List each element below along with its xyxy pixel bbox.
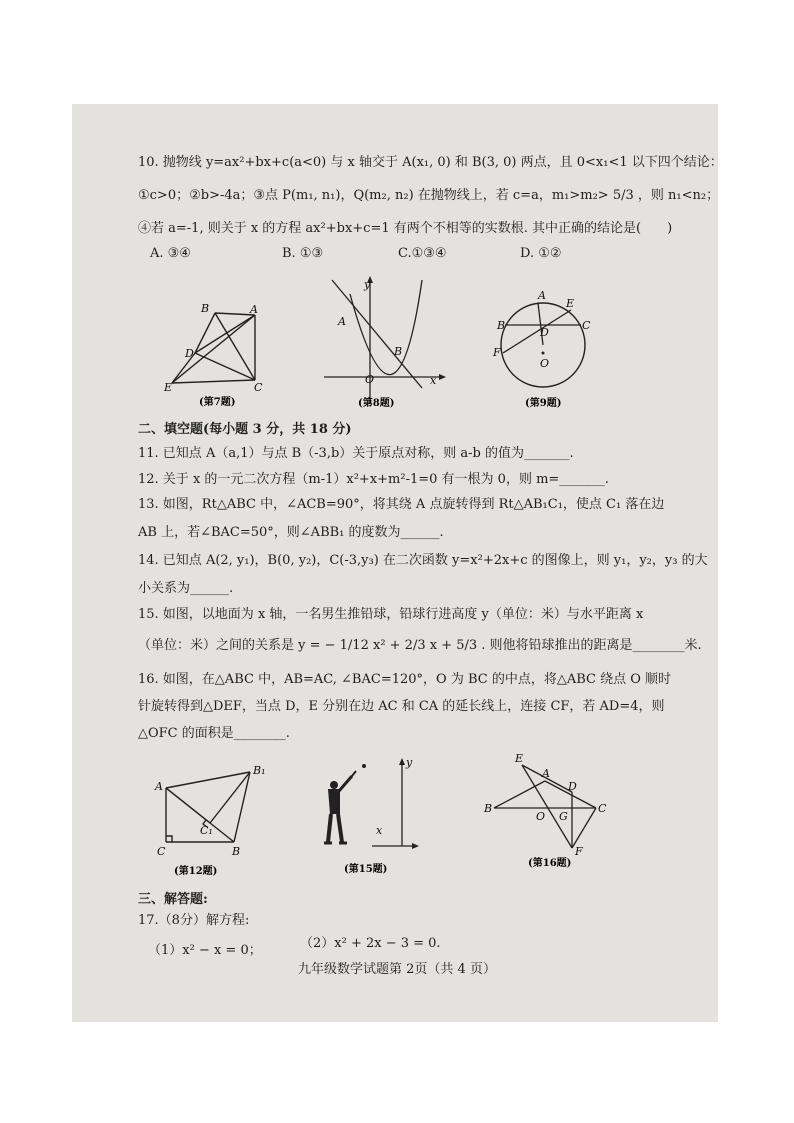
fig16-label: F bbox=[575, 845, 583, 858]
q12-text: 12. 关于 x 的一元二次方程（m-1）x²+x+m²-1=0 有一根为 0，则 m=_______. bbox=[138, 472, 609, 487]
section-2-heading: 二、填空题(每小题 3 分，共 18 分) bbox=[138, 422, 352, 437]
figure-12 bbox=[150, 760, 275, 880]
figure-16 bbox=[478, 748, 613, 873]
fig7-label: D bbox=[185, 347, 194, 360]
fig7-label: A bbox=[250, 303, 258, 316]
figure-9 bbox=[490, 285, 605, 410]
fig15-label: x bbox=[376, 824, 383, 837]
figure-8 bbox=[318, 272, 448, 412]
fig16-label: D bbox=[568, 780, 577, 793]
q16-line1: 16. 如图，在△ABC 中，AB=AC, ∠BAC=120°，O 为 BC 的中点，将△ABC 绕点 O 顺时 bbox=[138, 672, 672, 687]
q10-option-c: C.①③④ bbox=[398, 246, 447, 261]
q13-line1: 13. 如图，Rt△ABC 中，∠ACB=90°，将其绕 A 点旋转得到 Rt△AB₁C₁，使点 C₁ 落在边 bbox=[138, 497, 665, 512]
fig9-label: C bbox=[582, 319, 591, 332]
q14-line2: 小关系为______. bbox=[138, 581, 234, 596]
fig8-label: x bbox=[430, 374, 437, 387]
fig7-label: E bbox=[164, 381, 173, 394]
fig16-label: G bbox=[559, 810, 568, 823]
fig7-label: C bbox=[254, 381, 263, 394]
fig15-caption: (第15题) bbox=[344, 864, 388, 875]
fig12-label: A bbox=[155, 780, 163, 793]
fig9-label: D bbox=[540, 326, 549, 339]
fig12-label: C bbox=[157, 845, 166, 858]
fig7-label: B bbox=[201, 302, 210, 315]
q14-line1: 14. 已知点 A(2, y₁)，B(0, y₂)，C(-3,y₃) 在二次函数 y=x²+2x+c 的图像上，则 y₁，y₂，y₃ 的大 bbox=[138, 553, 708, 568]
fig8-label: O bbox=[365, 373, 375, 386]
fig12-caption: (第12题) bbox=[174, 866, 218, 877]
q17-part1: （1）x² − x = 0； bbox=[148, 943, 262, 958]
q13-line2: AB 上，若∠BAC=50°，则∠ABB₁ 的度数为______. bbox=[138, 525, 444, 540]
q10-line1: 10. 抛物线 y=ax²+bx+c(a<0) 与 x 轴交于 A(x₁, 0) 和 B(3, 0) 两点，且 0<x₁<1 以下四个结论： bbox=[138, 155, 723, 170]
q15-line2: （单位：米）之间的关系是 y = − 1/12 x² + 2/3 x + 5/3 . 则他将铅球推出的距离是________米. bbox=[138, 638, 702, 653]
q10-option-b: B. ①③ bbox=[282, 246, 324, 261]
shot-putter-figure bbox=[324, 771, 356, 843]
fig7-caption: (第7题) bbox=[199, 397, 236, 408]
fig15-label: y bbox=[406, 756, 413, 769]
q16-line2: 针旋转得到△DEF，当点 D，E 分别在边 AC 和 CA 的延长线上，连接 CF，若 AD=4，则 bbox=[138, 699, 665, 714]
section-3-heading: 三、解答题: bbox=[138, 892, 208, 907]
fig9-label: O bbox=[540, 357, 550, 370]
q16-line3: △OFC 的面积是________. bbox=[138, 726, 290, 741]
figure-7 bbox=[158, 295, 278, 410]
fig8-label: A bbox=[338, 315, 346, 328]
fig9-caption: (第9题) bbox=[525, 398, 562, 409]
q17-heading: 17.（8分）解方程: bbox=[138, 913, 250, 928]
fig9-label: F bbox=[493, 346, 501, 359]
fig16-caption: (第16题) bbox=[528, 858, 572, 869]
fig9-label: A bbox=[538, 289, 546, 302]
fig16-label: E bbox=[515, 752, 524, 765]
q15-line1: 15. 如图，以地面为 x 轴，一名男生推铅球，铅球行进高度 y（单位：米）与水平距离 x bbox=[138, 607, 644, 622]
q10-option-a: A. ③④ bbox=[150, 246, 191, 261]
fig8-label: y bbox=[364, 278, 371, 291]
fig9-label: E bbox=[566, 297, 575, 310]
q10-option-d: D. ①② bbox=[520, 246, 562, 261]
fig16-label: B bbox=[484, 802, 493, 815]
q10-line3: ④若 a=-1, 则关于 x 的方程 ax²+bx+c=1 有两个不相等的实数根. 其中正确的结论是( ) bbox=[138, 221, 673, 236]
page-footer: 九年级数学试题第 2页（共 4 页） bbox=[298, 962, 496, 977]
fig12-label: B bbox=[232, 845, 241, 858]
figure-15 bbox=[312, 752, 422, 877]
fig16-label: C bbox=[598, 802, 607, 815]
fig16-label: A bbox=[542, 767, 550, 780]
fig12-label: B₁ bbox=[253, 764, 266, 777]
q11-text: 11. 已知点 A（a,1）与点 B（-3,b）关于原点对称，则 a-b 的值为_______. bbox=[138, 446, 574, 461]
fig16-label: O bbox=[536, 810, 546, 823]
q10-line2: ①c>0；②b>-4a；③点 P(m₁, n₁)，Q(m₂, n₂) 在抛物线上，若 c=a，m₁>m₂> 5/3 ，则 n₁<n₂； bbox=[138, 188, 720, 203]
q17-part2: （2）x² + 2x − 3 = 0. bbox=[300, 936, 441, 951]
fig12-label: C₁ bbox=[200, 824, 213, 837]
fig9-label: B bbox=[497, 319, 506, 332]
fig8-caption: (第8题) bbox=[358, 398, 395, 409]
fig8-label: B bbox=[394, 345, 403, 358]
